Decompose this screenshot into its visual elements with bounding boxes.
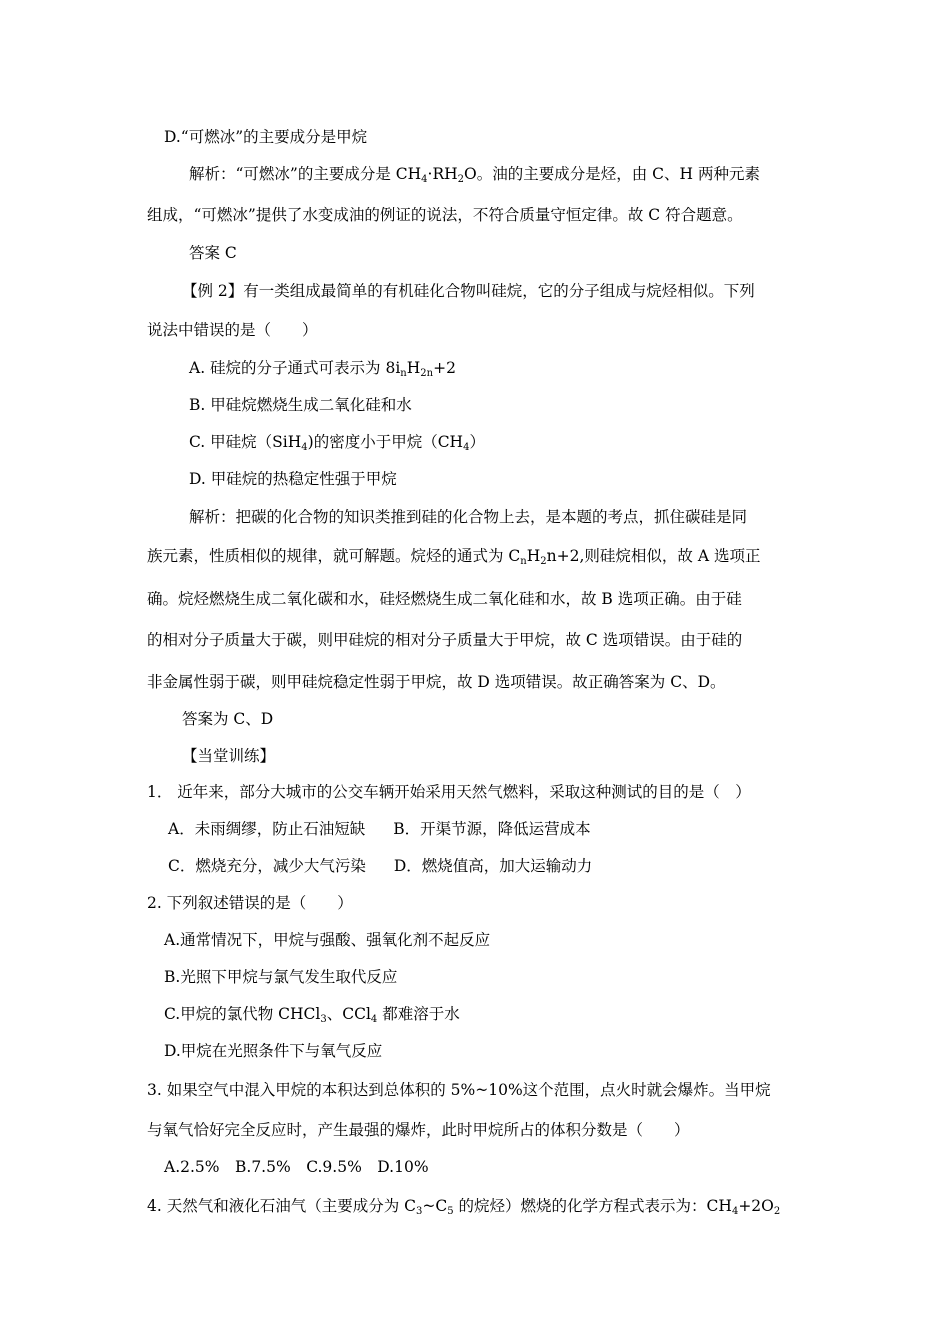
question-2-stem (147, 893, 353, 913)
question-1-stem (147, 782, 751, 802)
text: 都难溶于水 (377, 1005, 460, 1023)
text: C.甲烷的氯代物 CHCl (164, 1005, 321, 1023)
text: 族元素，性质相似的规律，就可解题。烷烃的通式为 C (147, 547, 521, 565)
analysis-2-line-3 (147, 589, 742, 609)
text: 的相对分子质量大于碳，则甲硅烷的相对分子质量大于甲烷，故 C 选项错误。由于硅的 (147, 631, 743, 649)
question-3-options (164, 1157, 429, 1177)
question-2-option-a (164, 930, 490, 950)
subscript: 2 (540, 556, 547, 567)
text: D.甲烷在光照条件下与氧气反应 (164, 1042, 383, 1060)
question-2-option-d (164, 1041, 382, 1061)
answer-1 (189, 243, 237, 263)
question-3-stem-line-2 (147, 1120, 690, 1140)
subscript: 4 (370, 1014, 378, 1025)
subscript: 3 (416, 1206, 423, 1217)
subscript: 2n (420, 368, 434, 379)
text: D.“可燃冰”的主要成分是甲烷 (164, 128, 368, 146)
option-c: C．燃烧充分，减少大气污染 (168, 857, 366, 875)
text: ·RH (427, 165, 458, 183)
text: 非金属性弱于碳，则甲硅烷稳定性弱于甲烷，故 D 选项错误。故正确答案为 C、D。 (147, 673, 726, 691)
question-1-options-row-1 (168, 819, 591, 839)
question-3-stem-line-1 (147, 1080, 771, 1100)
analysis-2-line-4 (147, 630, 742, 650)
text: D. 甲硅烷的热稳定性强于甲烷 (189, 470, 397, 488)
text: +2 (433, 359, 456, 377)
text: 【当堂训练】 (182, 747, 276, 765)
text: H (406, 359, 421, 377)
subscript: 4 (301, 442, 308, 453)
text: +2O (738, 1197, 774, 1215)
text: 说法中错误的是（ ） (147, 321, 318, 339)
question-2-option-b (164, 967, 397, 987)
text: 、CCl (326, 1005, 371, 1023)
subscript: 2 (773, 1206, 781, 1217)
subscript: 3 (320, 1014, 327, 1025)
text: 解析：把碳的化合物的知识类推到硅的化合物上去，是本题的考点，抓住碳硅是同 (189, 508, 748, 526)
analysis-1-line-1 (189, 164, 760, 190)
example-2-option-a (189, 358, 456, 384)
text: 组成，“可燃冰”提供了水变成油的例证的说法，不符合质量守恒定律。故 C 符合题意。 (147, 206, 743, 224)
text: n+2,则硅烷相似，故 A 选项正 (546, 547, 761, 565)
example-2-option-b (189, 395, 412, 415)
text: 1． 近年来，部分大城市的公交车辆开始采用天然气燃料，采取这种测试的目的是（ ） (147, 783, 751, 801)
text: 答案为 C、D (182, 710, 274, 728)
text: 确。烷烃燃烧生成二氧化碳和水，硅烃燃烧生成二氧化硅和水，故 B 选项正确。由于硅 (147, 590, 742, 608)
text: O。油的主要成分是烃，由 C、H 两种元素 (464, 165, 760, 183)
text: H (526, 547, 541, 565)
text: A.通常情况下，甲烷与强酸、强氧化剂不起反应 (164, 931, 491, 949)
example-2-option-d (189, 469, 397, 489)
subscript: n (520, 556, 527, 567)
question-1-options-row-2 (168, 856, 592, 876)
analysis-2-line-2 (147, 546, 760, 572)
text: B.光照下甲烷与氯气发生取代反应 (164, 968, 398, 986)
text: A.2.5% B.7.5% C.9.5% D.10% (164, 1158, 429, 1176)
subscript: 4 (463, 442, 470, 453)
analysis-2-line-5 (147, 672, 726, 692)
text: 答案 C (189, 244, 237, 262)
text: 与氧气恰好完全反应时，产生最强的爆炸，此时甲烷所占的体积分数是（ ） (147, 1121, 690, 1139)
section-heading-practice (182, 746, 275, 766)
subscript: 5 (447, 1206, 454, 1217)
text: ~C (422, 1197, 448, 1215)
text: )的密度小于甲烷（CH (307, 433, 464, 451)
text: A. 硅烷的分子通式可表示为 8i (189, 359, 401, 377)
text: ） (469, 433, 485, 451)
text: 【例 2】有一类组成最简单的有机硅化合物叫硅烷，它的分子组成与烷烃相似。下列 (182, 282, 755, 300)
text: 2. 下列叙述错误的是（ ） (147, 894, 353, 912)
text: B. 甲硅烷燃烧生成二氧化硅和水 (189, 396, 412, 414)
example-2-stem-line-1 (182, 281, 755, 301)
example-2-stem-line-2 (147, 320, 318, 340)
subscript: 2 (457, 174, 465, 185)
option-d-text (164, 127, 367, 147)
analysis-2-line-1 (189, 507, 747, 527)
example-2-option-c (189, 432, 485, 458)
subscript: 4 (731, 1206, 739, 1217)
question-2-option-c (164, 1004, 460, 1030)
option-b: B．开渠节源，降低运营成本 (393, 820, 591, 838)
text: C. 甲硅烷（SiH (189, 433, 302, 451)
text: 4. 天然气和液化石油气（主要成分为 C (147, 1197, 417, 1215)
subscript: n (400, 368, 407, 379)
option-d: D．燃烧值高，加大运输动力 (393, 857, 593, 875)
subscript: 4 (421, 174, 428, 185)
analysis-1-line-2 (147, 205, 743, 225)
text: 3. 如果空气中混入甲烷的本积达到总体积的 5%~10%这个范围，点火时就会爆炸。当甲烷 (147, 1081, 771, 1099)
text: 解析：“可燃冰”的主要成分是 CH (189, 165, 422, 183)
option-a: A．未雨绸缪，防止石油短缺 (168, 820, 366, 838)
answer-2 (182, 709, 273, 729)
text: 的烷烃）燃烧的化学方程式表示为：CH (453, 1197, 732, 1215)
question-4-stem (147, 1196, 780, 1222)
